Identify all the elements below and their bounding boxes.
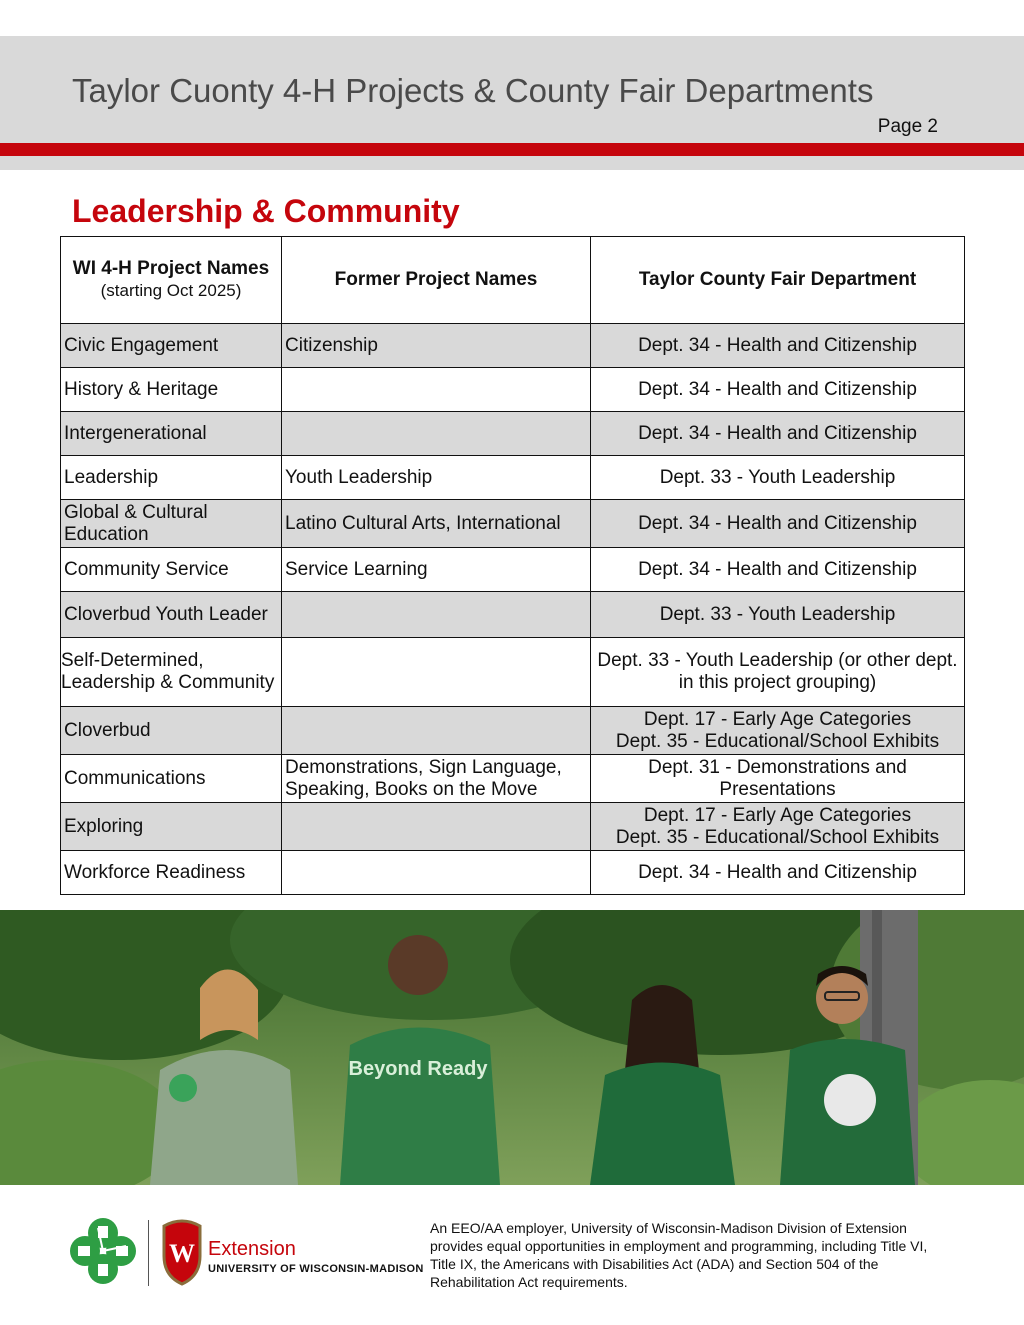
department-line: Dept. 17 - Early Age Categories — [643, 804, 912, 826]
uw-crest-icon — [160, 1216, 204, 1286]
department-cell: Dept. 34 - Health and Citizenship — [591, 851, 965, 895]
table-row — [61, 324, 965, 368]
table-row — [61, 592, 965, 638]
project-name-cell: Cloverbud — [61, 707, 282, 755]
department-line: Dept. 35 - Educational/School Exhibits — [615, 826, 940, 848]
former-name-cell — [282, 638, 591, 707]
project-name-cell: History & Heritage — [61, 368, 282, 412]
projects-table — [60, 236, 965, 895]
logo-divider — [148, 1220, 149, 1286]
former-name-cell — [282, 592, 591, 638]
crest-letter: W — [169, 1239, 195, 1268]
youth-group-photo-illustration — [0, 910, 1024, 1185]
department-cell: Dept. 34 - Health and Citizenship — [591, 548, 965, 592]
former-name-cell — [282, 803, 591, 851]
former-name-cell: Demonstrations, Sign Language, Speaking, Books on the Move — [282, 755, 591, 803]
eeo-notice: An EEO/AA employer, University of Wisconsin-Madison Division of Extension provides equal opportunities in employment and programming, including Title VI, Title IX, the Americans with Disabilities Act (ADA) and Section 504 of the Rehabilitation Act requirements. — [430, 1220, 928, 1290]
former-name-cell — [282, 412, 591, 456]
section-heading: Leadership & Community — [72, 193, 460, 229]
col-header-project-names — [61, 237, 282, 324]
col-header-former-names: Former Project Names — [282, 237, 591, 324]
former-name-cell — [282, 707, 591, 755]
table-row — [61, 412, 965, 456]
department-cell: Dept. 31 - Demonstrations and Presentations — [591, 755, 965, 803]
table-row — [61, 851, 965, 895]
table-row — [61, 755, 965, 803]
department-cell: Dept. 34 - Health and Citizenship — [591, 500, 965, 548]
table-row — [61, 803, 965, 851]
former-name-cell — [282, 851, 591, 895]
youth-group-photo — [0, 910, 1024, 1185]
table-header-row — [61, 237, 965, 324]
project-name-cell: Leadership — [61, 456, 282, 500]
university-wordmark: UNIVERSITY OF WISCONSIN-MADISON — [208, 1263, 424, 1275]
header-accent-bar — [0, 143, 1024, 156]
project-name-cell: Global & Cultural Education — [61, 500, 282, 548]
table-row — [61, 456, 965, 500]
department-line: Dept. 35 - Educational/School Exhibits — [615, 730, 940, 752]
table-row — [61, 707, 965, 755]
project-name-cell: Community Service — [61, 548, 282, 592]
former-name-cell: Youth Leadership — [282, 456, 591, 500]
department-cell: Dept. 33 - Youth Leadership — [591, 456, 965, 500]
col-header-fair-department: Taylor County Fair Department — [591, 237, 965, 324]
department-cell — [591, 707, 965, 755]
project-name-cell: Cloverbud Youth Leader — [61, 592, 282, 638]
4h-clover-logo-icon — [68, 1216, 138, 1286]
former-name-cell — [282, 368, 591, 412]
department-cell: Dept. 34 - Health and Citizenship — [591, 412, 965, 456]
table-row — [61, 638, 965, 707]
former-name-cell: Citizenship — [282, 324, 591, 368]
col-header-project-names-sub: (starting Oct 2025) — [100, 281, 242, 300]
project-name-cell: Intergenerational — [61, 412, 282, 456]
page-number: Page 2 — [877, 116, 938, 137]
project-name-cell: Communications — [61, 755, 282, 803]
former-name-cell: Latino Cultural Arts, International — [282, 500, 591, 548]
former-name-cell: Service Learning — [282, 548, 591, 592]
department-cell: Dept. 34 - Health and Citizenship — [591, 324, 965, 368]
project-name-cell: Workforce Readiness — [61, 851, 282, 895]
department-cell — [591, 803, 965, 851]
table-row — [61, 548, 965, 592]
document-title: Taylor Cuonty 4-H Projects & County Fair Departments — [72, 72, 874, 109]
department-cell: Dept. 34 - Health and Citizenship — [591, 368, 965, 412]
table-row — [61, 368, 965, 412]
shirt-text: Beyond Ready — [348, 1058, 488, 1080]
project-name-cell: Exploring — [61, 803, 282, 851]
project-name-cell: Self-Determined, Leadership & Community — [61, 638, 282, 707]
department-cell: Dept. 33 - Youth Leadership (or other dept. in this project grouping) — [591, 638, 965, 707]
project-name-cell: Civic Engagement — [61, 324, 282, 368]
department-line: Dept. 17 - Early Age Categories — [643, 708, 912, 730]
department-cell: Dept. 33 - Youth Leadership — [591, 592, 965, 638]
table-row — [61, 500, 965, 548]
extension-wordmark: Extension — [208, 1238, 296, 1260]
col-header-project-names-label: WI 4-H Project Names — [72, 258, 270, 279]
